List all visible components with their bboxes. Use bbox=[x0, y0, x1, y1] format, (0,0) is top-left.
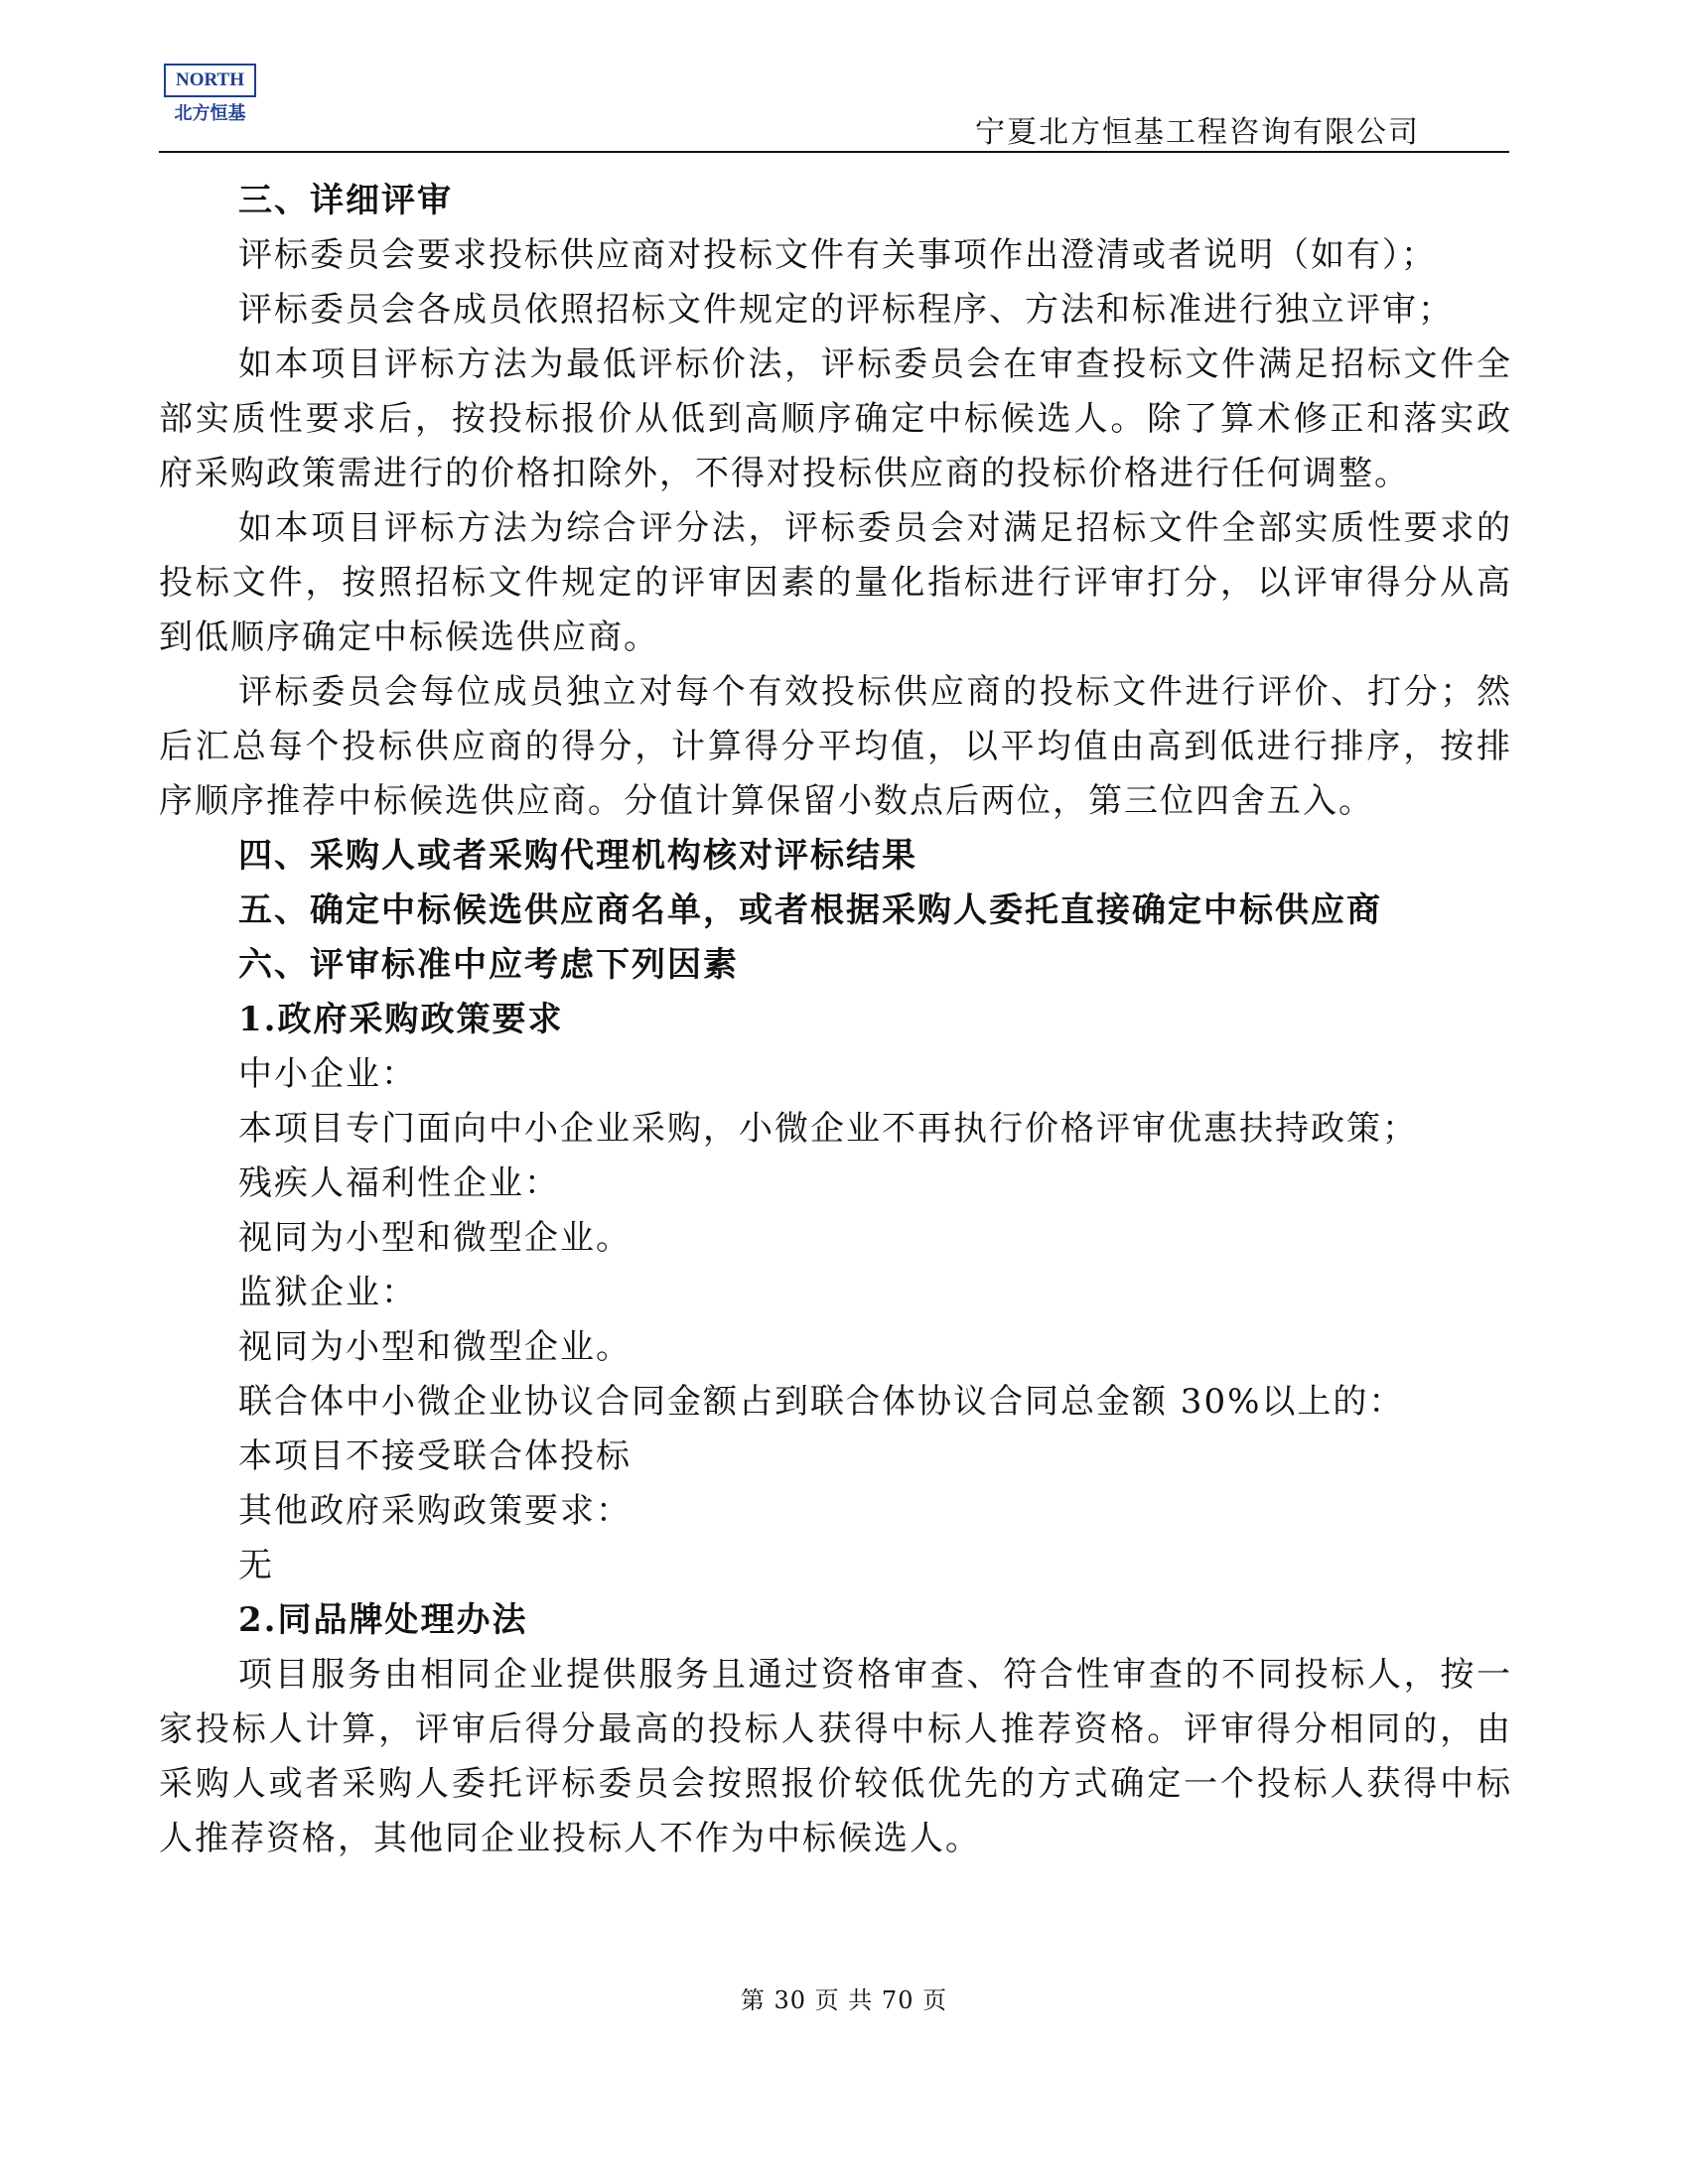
paragraph: 评标委员会各成员依照招标文件规定的评标程序、方法和标准进行独立评审； bbox=[238, 290, 1454, 330]
paragraph: 评标委员会要求投标供应商对投标文件有关事项作出澄清或者说明（如有）； bbox=[238, 235, 1437, 275]
section-heading: 六、评审标准中应考虑下列因素 bbox=[238, 945, 739, 985]
paragraph: 联合体中小微企业协议合同金额占到联合体协议合同总金额 30%以上的： bbox=[238, 1382, 1405, 1422]
header-divider bbox=[159, 151, 1509, 153]
paragraph: 视同为小型和微型企业。 bbox=[238, 1327, 632, 1367]
company-logo bbox=[164, 64, 256, 125]
paragraph: 如本项目评标方法为最低评标价法，评标委员会在审查投标文件满足招标文件全部实质性要求后，按投标报价从低到高顺序确定中标候选人。除了算术修正和落实政府采购政策需进行的价格扣除外，不得对投标供应商的投标价格进行任何调整。 bbox=[159, 344, 1512, 493]
section-heading: 三、详细评审 bbox=[238, 181, 453, 220]
paragraph: 如本项目评标方法为综合评分法，评标委员会对满足招标文件全部实质性要求的投标文件，按照招标文件规定的评审因素的量化指标进行评审打分，以评审得分从高到低顺序确定中标候选供应商。 bbox=[159, 508, 1512, 657]
section-heading: 四、采购人或者采购代理机构核对评标结果 bbox=[238, 836, 917, 876]
section-heading: 五、确定中标候选供应商名单，或者根据采购人委托直接确定中标供应商 bbox=[238, 890, 1382, 930]
paragraph: 本项目不接受联合体投标 bbox=[238, 1436, 632, 1476]
paragraph: 其他政府采购政策要求： bbox=[238, 1491, 632, 1531]
paragraph: 无 bbox=[238, 1546, 274, 1585]
paragraph: 监狱企业： bbox=[238, 1273, 417, 1312]
paragraph: 视同为小型和微型企业。 bbox=[238, 1218, 632, 1258]
company-name: 宁夏北方恒基工程咨询有限公司 bbox=[975, 115, 1420, 150]
paragraph: 项目服务由相同企业提供服务且通过资格审查、符合性审查的不同投标人，按一家投标人计算，评审后得分最高的投标人获得中标人推荐资格。评审得分相同的，由采购人或者采购人委托评标委员会按照报价较低优先的方式确定一个投标人获得中标人推荐资格，其他同企业投标人不作为中标候选人。 bbox=[159, 1655, 1512, 1858]
page-number: 第 30 页 共 70 页 bbox=[740, 1986, 948, 2014]
section-heading: 2.同品牌处理办法 bbox=[238, 1600, 528, 1640]
section-heading: 1.政府采购政策要求 bbox=[238, 1000, 564, 1039]
logo-english: NORTH bbox=[164, 64, 256, 97]
paragraph: 本项目专门面向中小企业采购，小微企业不再执行价格评审优惠扶持政策； bbox=[238, 1109, 1418, 1149]
paragraph: 中小企业： bbox=[238, 1054, 417, 1094]
paragraph: 残疾人福利性企业： bbox=[238, 1163, 560, 1203]
paragraph: 评标委员会每位成员独立对每个有效投标供应商的投标文件进行评价、打分；然后汇总每个投标供应商的得分，计算得分平均值，以平均值由高到低进行排序，按排序顺序推荐中标候选供应商。分值计算保留小数点后两位，第三位四舍五入。 bbox=[159, 672, 1512, 821]
document-body bbox=[159, 174, 1512, 1866]
logo-chinese: 北方恒基 bbox=[174, 103, 246, 124]
